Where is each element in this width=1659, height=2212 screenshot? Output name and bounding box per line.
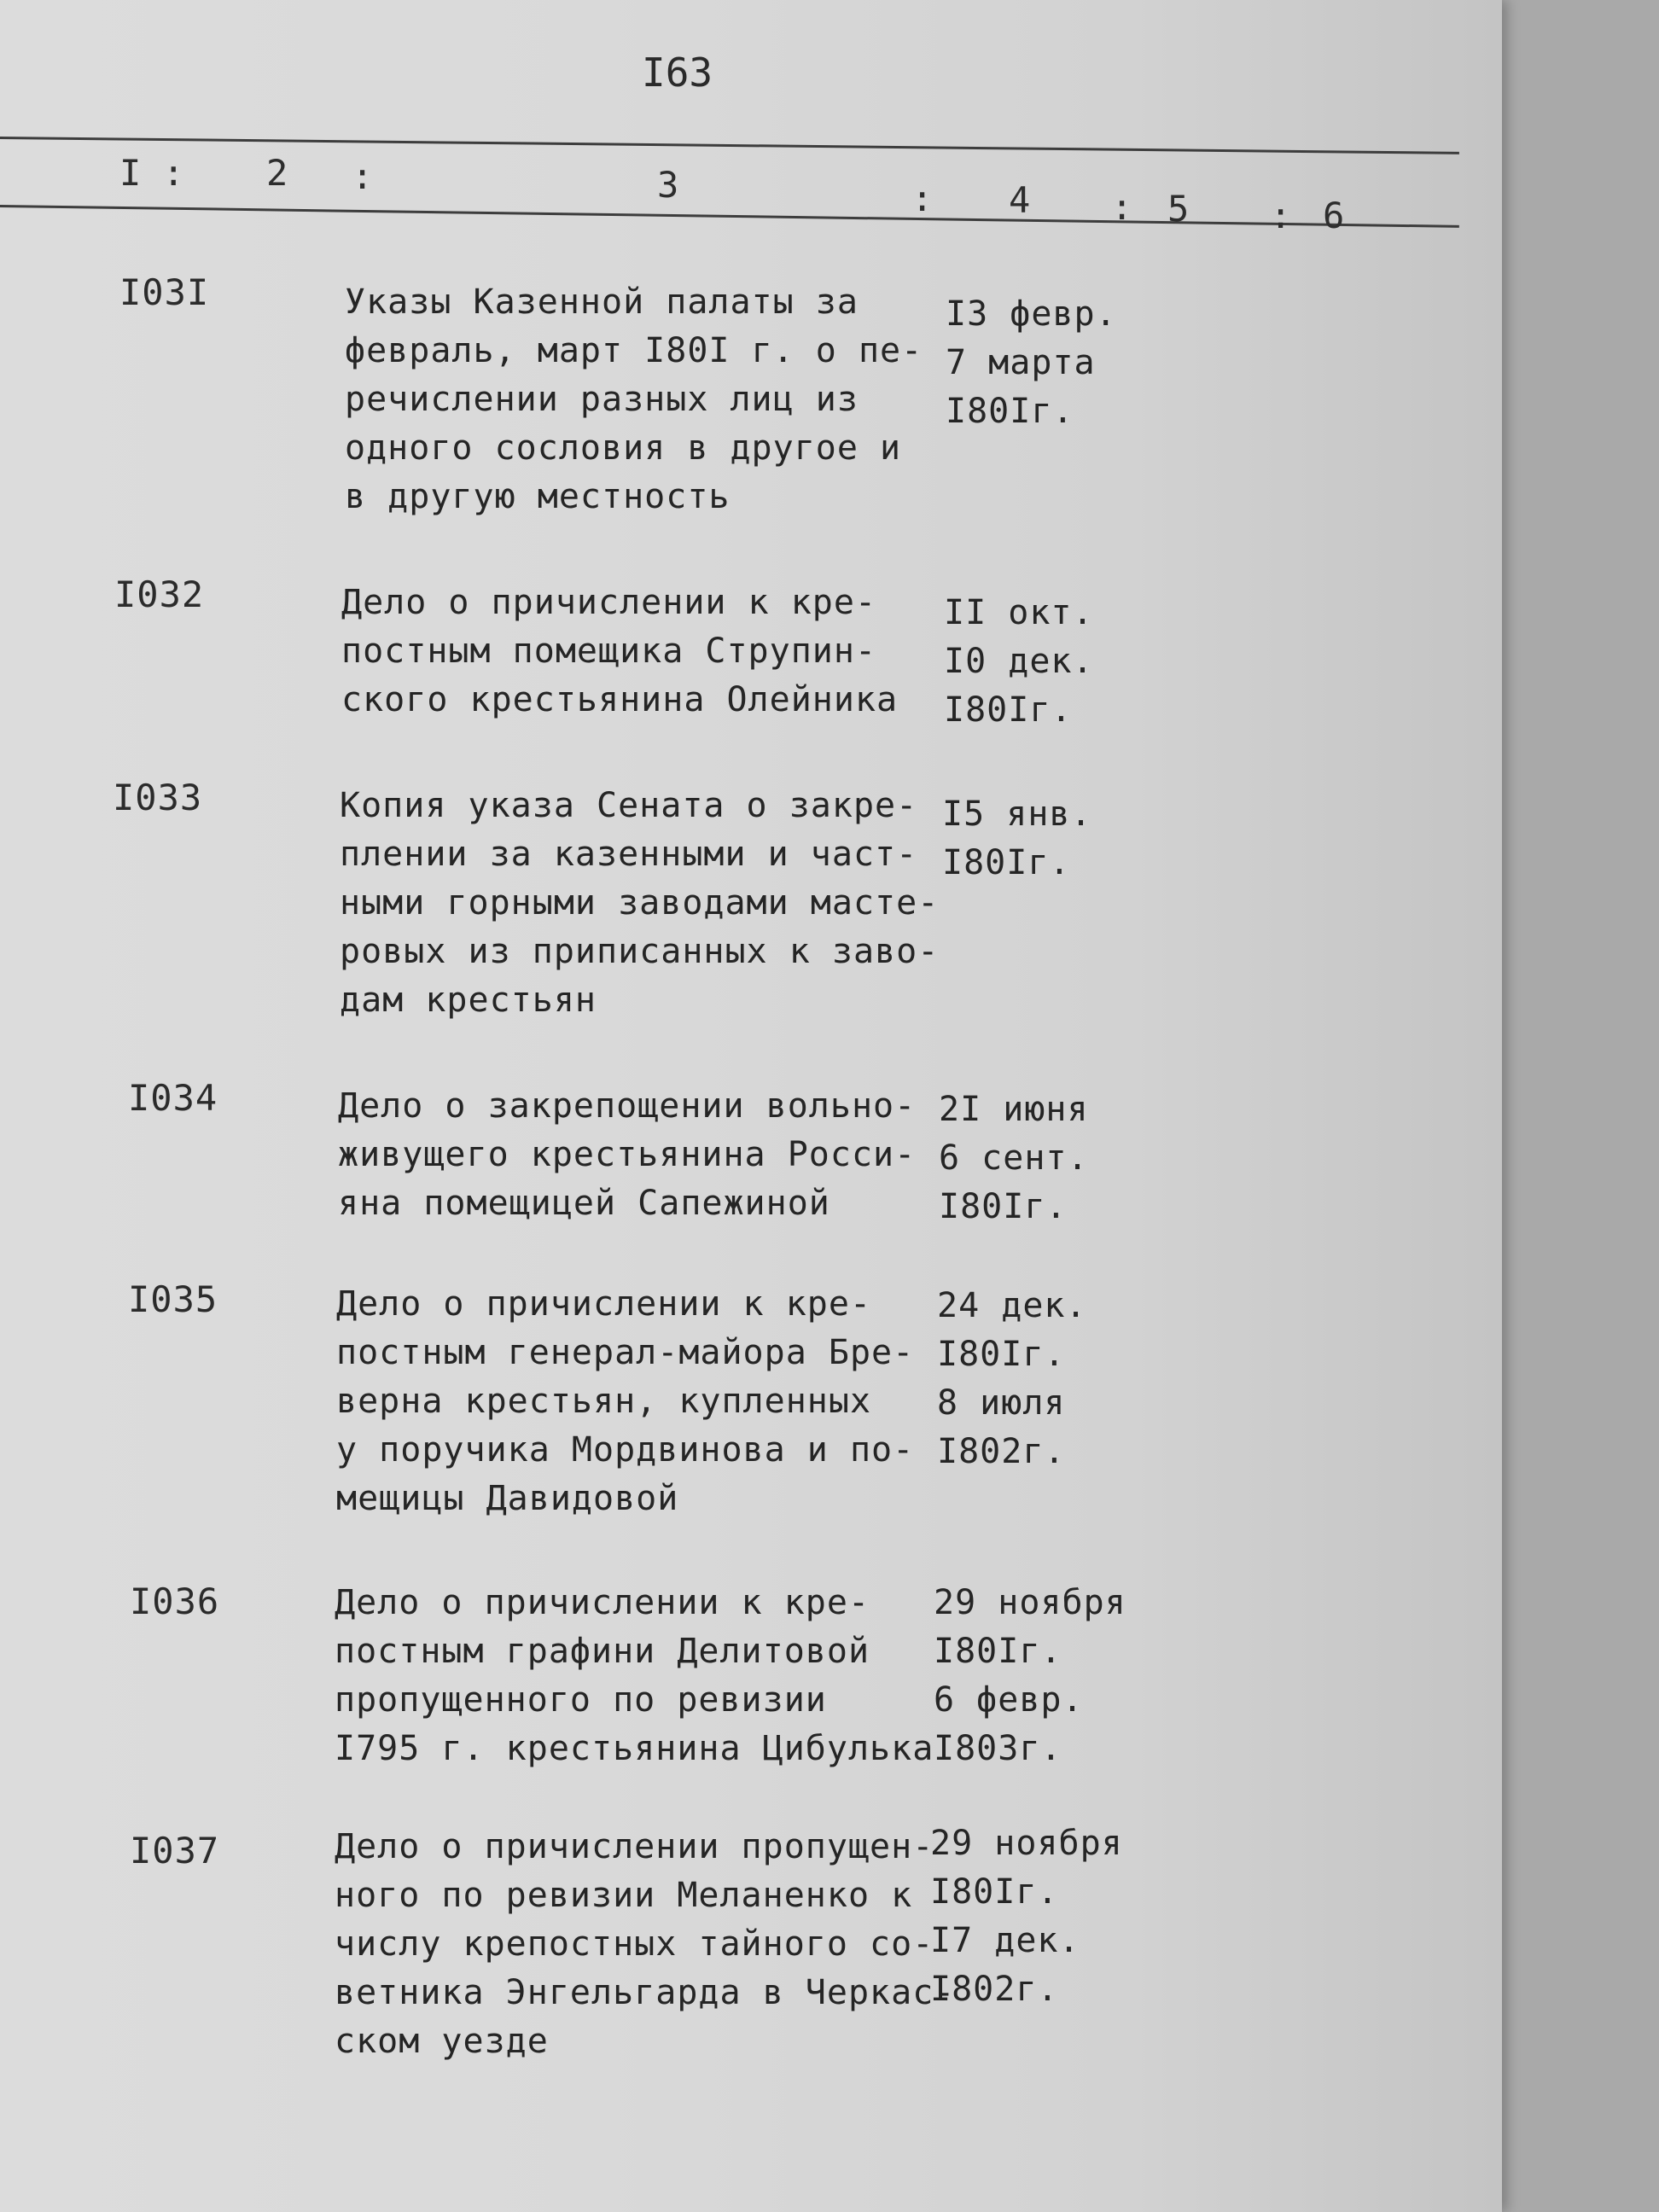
entry-description (335, 1823, 955, 2066)
description-line: Дело о закрепощении вольно- (338, 1086, 917, 1126)
date-line: 29 ноября (934, 1583, 1126, 1622)
entry-dates (937, 1282, 1087, 1476)
column-separator: : (1111, 186, 1133, 228)
page-number: I63 (642, 49, 713, 96)
description-line: живущего крестьянина Росси- (338, 1135, 917, 1174)
entry-dates (942, 790, 1092, 888)
entry-description (340, 782, 939, 1025)
column-header-2: 2 (266, 152, 288, 194)
description-line: дам крестьян (340, 981, 597, 1020)
description-line: постным помещика Струпин- (341, 632, 877, 671)
description-line: ровых из приписанных к заво- (340, 932, 940, 971)
date-line: I7 дек. (930, 1921, 1080, 1960)
description-line: Дело о причислении к кре- (336, 1284, 872, 1324)
description-line: Копия указа Сената о закре- (340, 786, 918, 825)
entry-description (345, 278, 923, 521)
column-header-6: 6 (1323, 195, 1345, 236)
date-line: 6 сент. (939, 1138, 1089, 1178)
date-line: 24 дек. (937, 1286, 1087, 1325)
description-line: Дело о причислении к кре- (335, 1583, 870, 1622)
date-line: I80Iг. (930, 1872, 1059, 1912)
description-line: ными горными заводами масте- (340, 883, 940, 923)
entry-dates (930, 1819, 1123, 2014)
entry-description (335, 1579, 934, 1773)
column-separator: : (1270, 195, 1292, 236)
description-line: ского крестьянина Олейника (341, 680, 899, 719)
entry-number: I037 (130, 1830, 220, 1871)
date-line: 29 ноября (930, 1824, 1123, 1863)
column-header-3: 3 (657, 164, 679, 206)
date-line: II окт. (944, 593, 1094, 632)
description-line: пропущенного по ревизии (335, 1680, 827, 1720)
date-line: I0 дек. (944, 642, 1094, 681)
date-line: I80Iг. (946, 392, 1074, 431)
description-line: ском уезде (335, 2022, 549, 2061)
date-line: I5 янв. (942, 795, 1092, 834)
entry-number: I032 (114, 573, 205, 615)
description-line: в другую местность (345, 477, 731, 516)
date-line: I802г. (930, 1970, 1059, 2009)
description-line: постным графини Делитовой (335, 1632, 870, 1671)
description-line: I795 г. крестьянина Цибулька (335, 1729, 934, 1768)
description-line: речислении разных лиц из (345, 380, 859, 419)
description-line: постным генерал-майора Бре- (336, 1333, 915, 1372)
description-line: плении за казенными и част- (340, 835, 918, 874)
entry-number: I034 (128, 1077, 218, 1119)
date-line: I80Iг. (942, 843, 1071, 882)
column-separator: : (352, 155, 374, 197)
column-separator: : (911, 178, 934, 219)
entry-dates (946, 290, 1117, 436)
description-line: Указы Казенной палаты за (345, 282, 859, 322)
entry-dates (939, 1086, 1089, 1231)
description-line: числу крепостных тайного со- (335, 1924, 934, 1964)
entry-description (336, 1280, 914, 1523)
entry-dates (934, 1579, 1126, 1773)
entry-number: I035 (128, 1278, 218, 1320)
date-line: I803г. (934, 1729, 1062, 1768)
entry-description (338, 1082, 916, 1228)
date-line: I80Iг. (939, 1187, 1068, 1226)
entry-number: I036 (130, 1580, 220, 1622)
description-line: у поручика Мордвинова и по- (336, 1430, 915, 1470)
description-line: яна помещицей Сапежиной (338, 1184, 830, 1223)
description-line: Дело о причислении пропущен- (335, 1827, 934, 1866)
entry-number: I033 (113, 777, 203, 818)
column-header-5: 5 (1167, 188, 1190, 230)
date-line: 7 марта (946, 343, 1096, 382)
header-top-rule (0, 137, 1459, 154)
date-line: 2I июня (939, 1090, 1089, 1129)
description-line: верна крестьян, купленных (336, 1382, 872, 1421)
description-line: мещицы Давидовой (336, 1479, 679, 1518)
date-line: I802г. (937, 1432, 1066, 1471)
description-line: ного по ревизии Меланенко к (335, 1876, 913, 1915)
description-line: Дело о причислении к кре- (341, 583, 877, 622)
date-line: 6 февр. (934, 1680, 1084, 1720)
entry-number: I03I (119, 271, 210, 313)
header-bottom-rule (0, 205, 1459, 228)
column-header-4: 4 (1009, 179, 1031, 221)
column-header-1: I : (119, 152, 184, 194)
date-line: 8 июля (937, 1383, 1066, 1423)
entry-dates (944, 589, 1094, 735)
date-line: I80Iг. (934, 1632, 1062, 1671)
description-line: ветника Энгельгарда в Черкас- (335, 1973, 956, 2012)
entry-description (341, 579, 898, 725)
description-line: одного сословия в другое и (345, 428, 902, 468)
date-line: I80Iг. (944, 690, 1073, 730)
date-line: I3 февр. (946, 294, 1117, 334)
description-line: февраль, март I80I г. о пе- (345, 331, 923, 370)
date-line: I80Iг. (937, 1335, 1066, 1374)
